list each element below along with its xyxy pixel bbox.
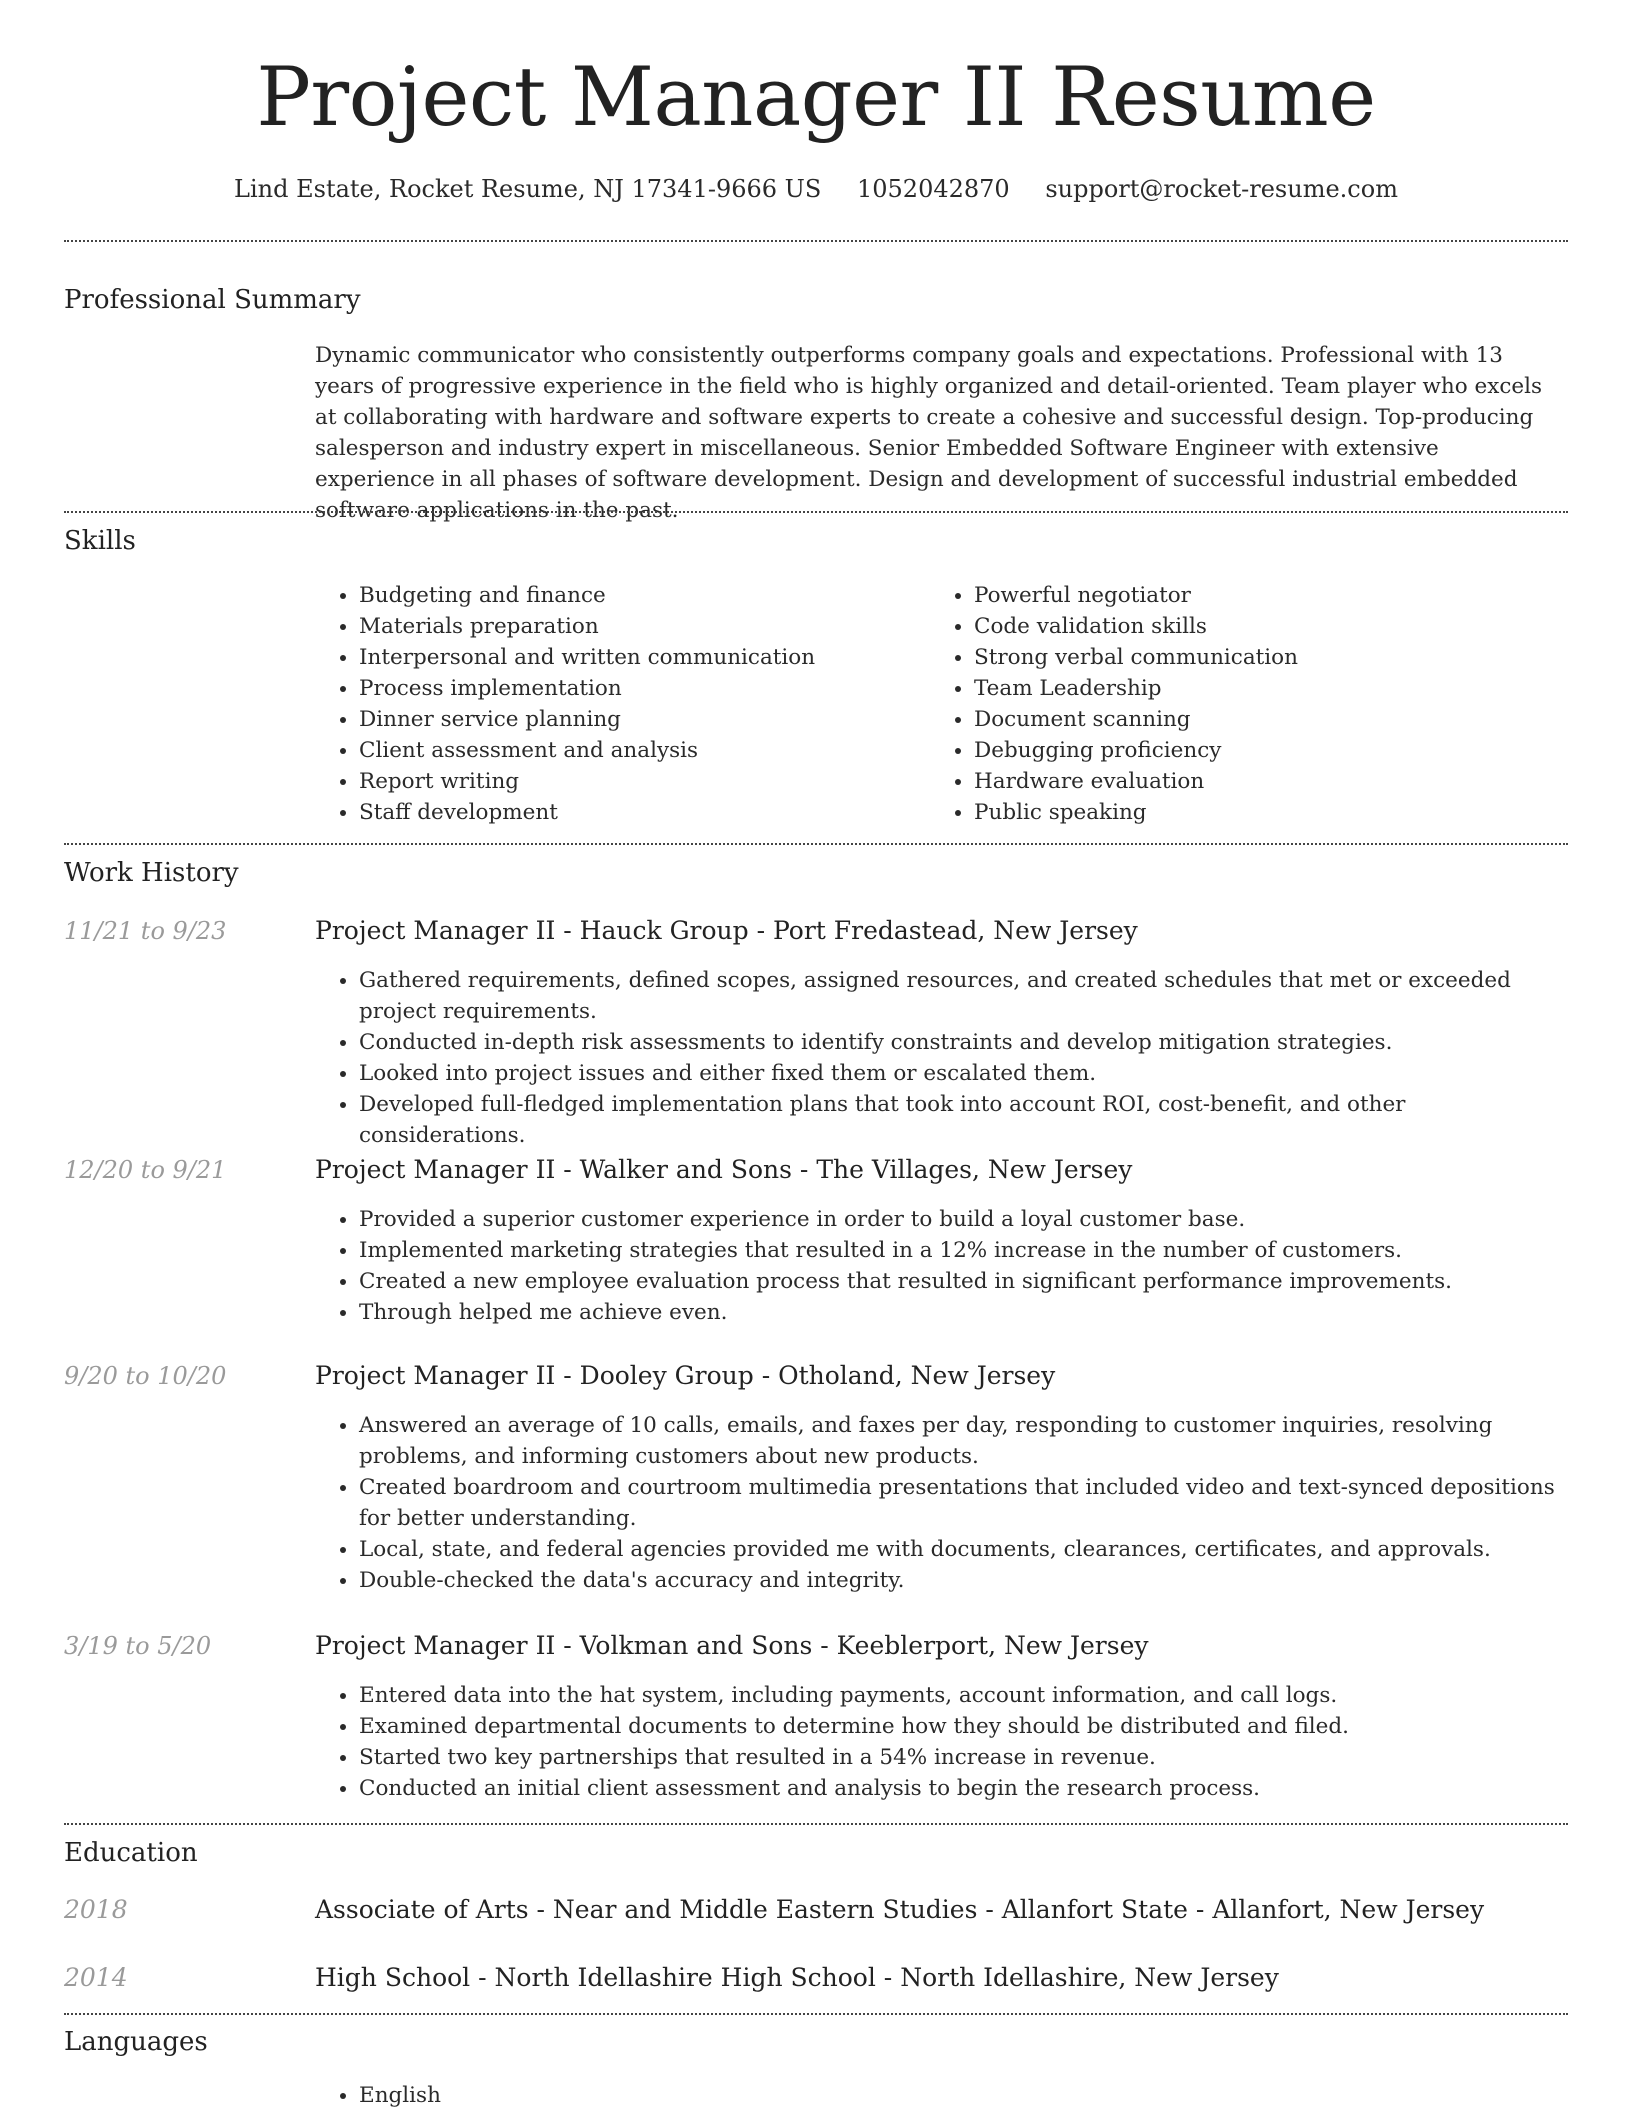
education-degree: Associate of Arts - Near and Middle Eastern Studies - Allanfort State - Allanfort, New Jersey <box>315 1895 1485 1924</box>
job-bullet: • Started two key partnerships that resulted in a 54% increase in revenue. <box>359 1742 1560 1773</box>
skill-item: • Public speaking <box>974 797 1530 828</box>
skill-item: • Hardware evaluation <box>974 766 1530 797</box>
job-title: Project Manager II - Walker and Sons - The Villages, New Jersey <box>315 1155 1133 1184</box>
skill-item: • Code validation skills <box>974 611 1530 642</box>
section-title-languages: Languages <box>64 2027 208 2057</box>
job-bullet: • Answered an average of 10 calls, emails, and faxes per day, responding to customer inquiries, resolving problems, and informing customers about new products. <box>359 1410 1560 1472</box>
skill-item: • Staff development <box>359 797 915 828</box>
skill-item: • Debugging proficiency <box>974 735 1530 766</box>
skill-item: • Strong verbal communication <box>974 642 1530 673</box>
education-year: 2014 <box>64 1963 128 1992</box>
job-title: Project Manager II - Hauck Group - Port Fredastead, New Jersey <box>315 916 1138 945</box>
job-dates: 3/19 to 5/20 <box>64 1632 212 1660</box>
contact-line <box>0 171 1632 207</box>
skill-item: • Dinner service planning <box>359 704 915 735</box>
languages-list <box>315 2080 1560 2111</box>
job-bullets <box>315 1410 1560 1596</box>
skills-column-left <box>315 580 915 828</box>
section-title-skills: Skills <box>64 526 136 556</box>
skill-item: • Document scanning <box>974 704 1530 735</box>
job-bullets <box>315 1680 1560 1804</box>
skill-item: • Budgeting and finance <box>359 580 915 611</box>
job-bullets <box>315 1204 1560 1328</box>
skill-item: • Materials preparation <box>359 611 915 642</box>
education-year: 2018 <box>64 1895 128 1924</box>
job-bullet: • Developed full-fledged implementation plans that took into account ROI, cost-benefit, and other considerations. <box>359 1089 1560 1151</box>
contact-phone: 1052042870 <box>856 175 1010 203</box>
section-title-summary: Professional Summary <box>64 285 361 315</box>
job-bullet: • Double-checked the data's accuracy and integrity. <box>359 1565 1560 1596</box>
job-bullet: • Through helped me achieve even. <box>359 1297 1560 1328</box>
section-title-work-history: Work History <box>64 858 239 888</box>
job-title: Project Manager II - Volkman and Sons - Keeblerport, New Jersey <box>315 1631 1149 1660</box>
job-bullet: • Created a new employee evaluation process that resulted in significant performance improvements. <box>359 1266 1560 1297</box>
divider <box>64 240 1568 242</box>
job-bullet: • Examined departmental documents to determine how they should be distributed and filed. <box>359 1711 1560 1742</box>
divider <box>64 511 1568 513</box>
job-bullet: • Implemented marketing strategies that resulted in a 12% increase in the number of customers. <box>359 1235 1560 1266</box>
job-bullet: • Conducted an initial client assessment and analysis to begin the research process. <box>359 1773 1560 1804</box>
job-bullet: • Local, state, and federal agencies provided me with documents, clearances, certificates, and approvals. <box>359 1534 1560 1565</box>
divider <box>64 2013 1568 2015</box>
job-bullet: • Created boardroom and courtroom multimedia presentations that included video and text-synced depositions for better understanding. <box>359 1472 1560 1534</box>
job-bullet: • Conducted in-depth risk assessments to identify constraints and develop mitigation strategies. <box>359 1027 1560 1058</box>
skill-item: • Powerful negotiator <box>974 580 1530 611</box>
job-bullet: • Entered data into the hat system, including payments, account information, and call logs. <box>359 1680 1560 1711</box>
skill-item: • Team Leadership <box>974 673 1530 704</box>
education-degree: High School - North Idellashire High School - North Idellashire, New Jersey <box>315 1963 1279 1992</box>
job-bullet: • Gathered requirements, defined scopes, assigned resources, and created schedules that met or exceeded project requirements. <box>359 965 1560 1027</box>
language-item: • English <box>359 2080 1560 2111</box>
job-bullet: • Looked into project issues and either fixed them or escalated them. <box>359 1058 1560 1089</box>
contact-address: Lind Estate, Rocket Resume, NJ 17341-9666 US <box>234 175 822 203</box>
summary-text: Dynamic communicator who consistently outperforms company goals and expectations. Professional with 13 years of progressive experience in the field who is highly organized and detail-oriented. Team player who excels at collaborating with hardware and software experts to create a cohesive and successful design. Top-producing salesperson and industry expert in miscellaneous. Senior Embedded Software Engineer with extensive experience in all phases of software development. Design and development of successful industrial embedded software applications in the past. <box>315 343 1543 523</box>
skill-item: • Process implementation <box>359 673 915 704</box>
job-dates: 9/20 to 10/20 <box>64 1362 227 1390</box>
job-title: Project Manager II - Dooley Group - Otholand, New Jersey <box>315 1361 1056 1390</box>
section-title-education: Education <box>64 1838 198 1868</box>
skill-item: • Report writing <box>359 766 915 797</box>
skills-column-right <box>930 580 1530 828</box>
skill-item: • Interpersonal and written communication <box>359 642 915 673</box>
divider <box>64 1823 1568 1825</box>
job-dates: 11/21 to 9/23 <box>64 917 227 945</box>
divider <box>64 843 1568 845</box>
resume-title: Project Manager II Resume <box>256 51 1376 145</box>
job-bullet: • Provided a superior customer experience in order to build a loyal customer base. <box>359 1204 1560 1235</box>
contact-email: support@rocket-resume.com <box>1045 175 1398 203</box>
job-bullets <box>315 965 1560 1151</box>
skill-item: • Client assessment and analysis <box>359 735 915 766</box>
job-dates: 12/20 to 9/21 <box>64 1156 227 1184</box>
